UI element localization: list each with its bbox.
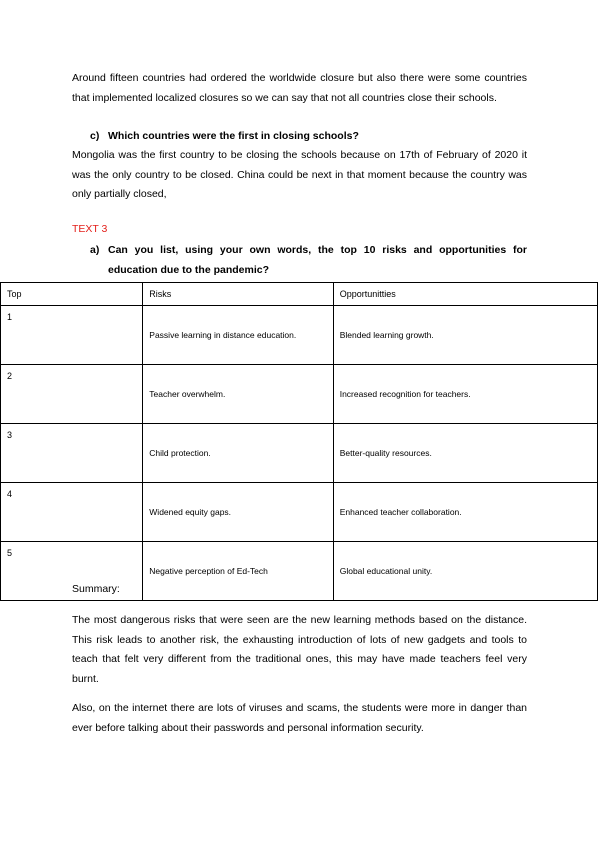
table-row: [1, 306, 598, 365]
summary-paragraph-2: Also, on the internet there are lots of viruses and scams, the students were more in danger than ever before talking about their passwords and personal information security.: [72, 702, 527, 734]
text3-heading: TEXT 3: [72, 223, 108, 235]
intro-paragraph: Around fifteen countries had ordered the worldwide closure but also there were some countries that implemented localized closures so we can say that not all countries close their schools.: [72, 72, 527, 104]
row-rank: 4: [1, 483, 143, 542]
row-rank: 3: [1, 424, 143, 483]
header-top: Top: [1, 283, 143, 306]
table-row: [1, 424, 598, 483]
question-c-text: Which countries were the first in closing schools?: [108, 130, 359, 142]
question-a: [90, 241, 527, 280]
summary-paragraph-1: The most dangerous risks that were seen are the new learning methods based on the distance. This risk leads to another risk, the exhausting introduction of lots of new gadgets and tools to teach that felt very different from the traditional ones, this may have made teachers feel very burnt.: [72, 614, 527, 685]
row-risk: Widened equity gaps.: [143, 483, 333, 542]
header-opportunities: Opportunitties: [333, 283, 597, 306]
row-opportunity: Enhanced teacher collaboration.: [333, 483, 597, 542]
row-risk: Child protection.: [143, 424, 333, 483]
question-a-line1: Can you list, using your own words, the top 10 risks and opportunities for: [108, 244, 527, 256]
question-c: [90, 127, 359, 147]
row-opportunity: Blended learning growth.: [333, 306, 597, 365]
header-risks: Risks: [143, 283, 333, 306]
row-opportunity: Increased recognition for teachers.: [333, 365, 597, 424]
summary-label: Summary:: [72, 583, 120, 595]
row-opportunity: Better-quality resources.: [333, 424, 597, 483]
row-rank: 1: [1, 306, 143, 365]
row-risk: Teacher overwhelm.: [143, 365, 333, 424]
question-c-letter: c): [90, 130, 100, 142]
risks-opportunities-table: [0, 282, 598, 601]
row-risk: Negative perception of Ed-Tech: [143, 542, 333, 601]
question-a-line1-wrap: [90, 241, 527, 261]
table-row: [1, 365, 598, 424]
row-rank: 2: [1, 365, 143, 424]
table-row: [1, 483, 598, 542]
row-risk: Passive learning in distance education.: [143, 306, 333, 365]
answer-c-paragraph: Mongolia was the first country to be closing the schools because on 17th of February of 2020 it was the only country to be closed. China could be next in that moment because the country was only partially closed,: [72, 149, 527, 200]
table-header-row: [1, 283, 598, 306]
row-opportunity: Global educational unity.: [333, 542, 597, 601]
question-a-letter: a): [90, 244, 100, 256]
row-rank: 5: [1, 542, 143, 601]
question-a-line2: education due to the pandemic?: [108, 263, 270, 276]
